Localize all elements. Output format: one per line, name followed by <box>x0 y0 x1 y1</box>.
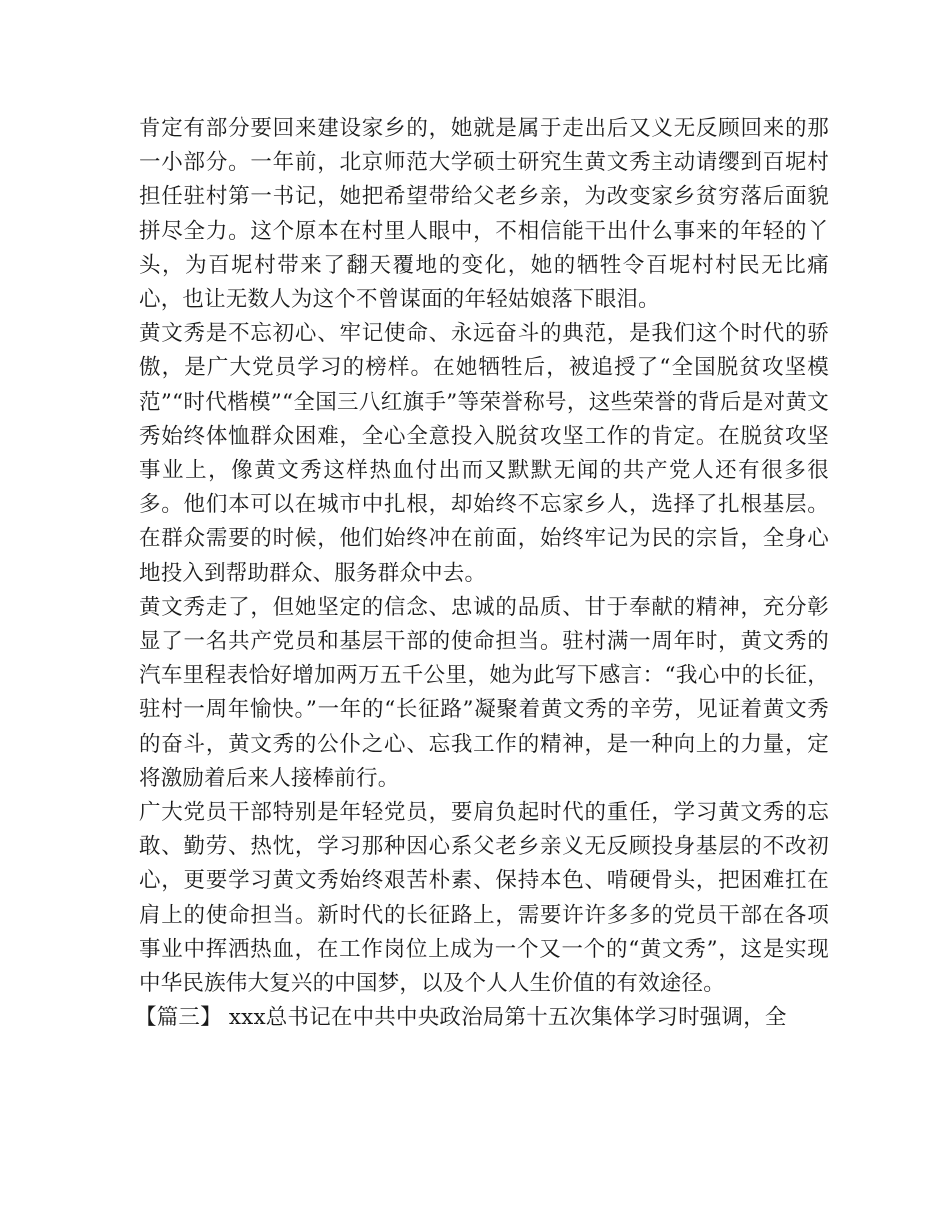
paragraph-3: 黄文秀走了，但她坚定的信念、忠诚的品质、甘于奉献的精神，充分彰显了一名共产党员和基层干部的使命担当。驻村满一周年时，黄文秀的汽车里程表恰好增加两万五千公里，她为此写下感言：“我心中的长征，驻村一周年愉快。”一年的“长征路”凝聚着黄文秀的辛劳，见证着黄文秀的奋斗，黄文秀的公仆之心、忘我工作的精神，是一种向上的力量，定将激励着后来人接棒前行。 <box>139 594 829 791</box>
paragraph-4: 广大党员干部特别是年轻党员，要肩负起时代的重任，学习黄文秀的忘敢、勤劳、热忱，学习那种因心系父老乡亲义无反顾投身基层的不改初心，更要学习黄文秀始终艰苦朴素、保持本色、啃硬骨头，把困难扛在肩上的使命担当。新时代的长征路上，需要许许多多的党员干部在各项事业中挥洒热血，在工作岗位上成为一个又一个的“黄文秀”，这是实现中华民族伟大复兴的中国梦，以及个人人生价值的有效途径。 <box>139 800 829 997</box>
section-heading-line: 【篇三】 xxx总书记在中共中央政治局第十五次集体学习时强调，全 <box>135 1005 787 1031</box>
paragraph-2: 黄文秀是不忘初心、牢记使命、永远奋斗的典范，是我们这个时代的骄傲，是广大党员学习的榜样。在她牺牲后，被追授了“全国脱贫攻坚模范”“时代楷模”“全国三八红旗手”等荣誉称号，这些荣誉的背后是对黄文秀始终体恤群众困难，全心全意投入脱贫攻坚工作的肯定。在脱贫攻坚事业上，像黄文秀这样热血付出而又默默无闻的共产党人还有很多很多。他们本可以在城市中扎根，却始终不忘家乡人，选择了扎根基层。在群众需要的时候，他们始终冲在前面，始终牢记为民的宗旨，全身心地投入到帮助群众、服务群众中去。 <box>139 321 829 586</box>
paragraph-1: 肯定有部分要回来建设家乡的，她就是属于走出后又义无反顾回来的那一小部分。一年前，北京师范大学硕士研究生黄文秀主动请缨到百坭村担任驻村第一书记，她把希望带给父老乡亲，为改变家乡贫穷落后面貌拼尽全力。这个原本在村里人眼中，不相信能干出什么事来的年轻的丫头，为百坭村带来了翻天覆地的变化，她的牺牲令百坭村村民无比痛心，也让无数人为这个不曾谋面的年轻姑娘落下眼泪。 <box>139 116 829 313</box>
document-body <box>135 112 829 1035</box>
